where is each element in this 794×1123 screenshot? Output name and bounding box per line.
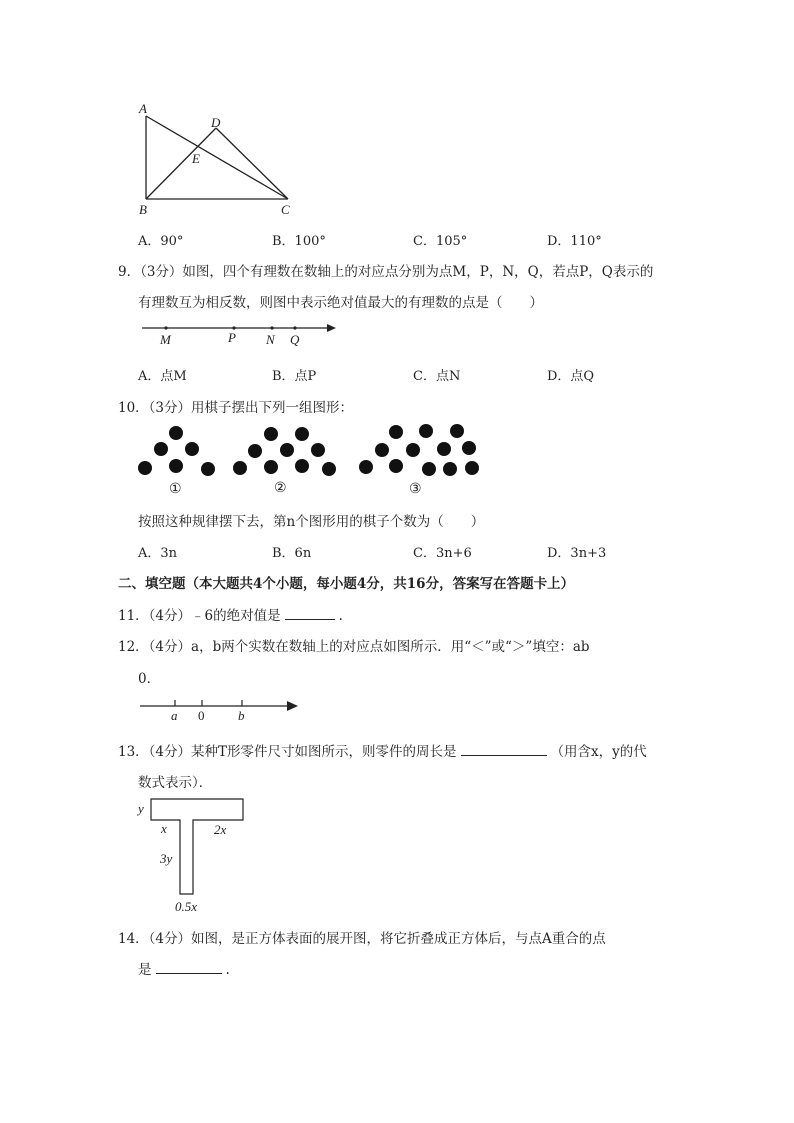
q11-answer-blank[interactable] <box>285 606 335 620</box>
q11-text-after: . <box>338 608 343 624</box>
section-title-fill-in: 二、填空题（本大题共4个小题，每小题4分，共16分，答案写在答题卡上） <box>118 576 575 592</box>
q13-text-line1 <box>118 740 647 760</box>
dim-label-2x: 2x <box>214 822 227 837</box>
q10-text-line1: 10．（3分）用棋子摆出下列一组图形： <box>118 400 354 416</box>
q14-text-before: 是 <box>138 962 152 978</box>
q14-text-line2 <box>138 958 230 978</box>
figure-number-1: ① <box>169 482 182 497</box>
q9-text-line2: 有理数互为相反数，则图中表示绝对值最大的有理数的点是（ ） <box>138 295 543 311</box>
q9-option-b: B．点P <box>272 369 317 384</box>
q8-triangle-figure <box>130 98 310 216</box>
label-A: A <box>139 101 147 116</box>
q13-answer-blank[interactable] <box>461 742 547 756</box>
axis-label-P: P <box>228 330 236 345</box>
q10-option-b: B．6n <box>272 546 312 561</box>
q10-option-a: A．3n <box>138 546 178 561</box>
q10-text-line2: 按照这种规律摆下去，第n个图形用的棋子个数为（ ） <box>138 514 485 530</box>
q9-text-line1: 9．（3分）如图，四个有理数在数轴上的对应点分别为点M，P，N，Q，若点P，Q表示的 <box>118 264 654 280</box>
label-C: C <box>281 202 290 216</box>
q9-number-line <box>138 318 342 348</box>
q13-t-shape-figure <box>134 796 250 916</box>
axis-label-a: a <box>171 708 178 723</box>
q8-option-a: A．90° <box>138 234 184 249</box>
q12-text-line1: 12．（4分）a，b两个实数在数轴上的对应点如图所示．用“＜”或“＞”填空：ab <box>118 639 590 655</box>
q14-text-after: . <box>225 962 230 978</box>
q8-option-d: D．110° <box>547 234 602 249</box>
figure-number-3: ③ <box>409 482 422 497</box>
q13-text-after: （用含x，y的代 <box>550 744 647 760</box>
label-D: D <box>211 115 221 130</box>
dim-label-y: y <box>138 801 144 816</box>
q9-option-c: C．点N <box>413 369 461 384</box>
q9-option-a: A．点M <box>138 369 187 384</box>
q14-answer-blank[interactable] <box>156 960 222 974</box>
axis-label-zero: 0 <box>198 708 205 723</box>
q12-text-line2: 0． <box>138 671 161 687</box>
q10-chess-pattern-figure <box>130 418 490 502</box>
q11-text <box>118 604 343 624</box>
axis-label-M: M <box>160 332 171 347</box>
q12-number-line <box>136 694 304 724</box>
axis-label-b: b <box>238 708 245 723</box>
dim-label-3y: 3y <box>160 851 173 866</box>
label-B: B <box>139 202 147 216</box>
q10-option-d: D．3n+3 <box>547 546 607 561</box>
label-E: E <box>192 151 200 166</box>
q13-text-line2: 数式表示）． <box>138 775 213 791</box>
q8-option-b: B．100° <box>272 234 326 249</box>
q9-option-d: D．点Q <box>547 369 595 384</box>
dim-label-x: x <box>161 821 167 836</box>
dim-label-0-5x: 0.5x <box>175 899 198 914</box>
q8-option-c: C．105° <box>413 234 468 249</box>
axis-label-Q: Q <box>290 332 300 347</box>
q11-text-before: 11．（4分）﹣6的绝对值是 <box>118 608 281 624</box>
axis-label-N: N <box>266 332 275 347</box>
q14-text-line1: 14．（4分）如图，是正方体表面的展开图，将它折叠成正方体后，与点A重合的点 <box>118 931 606 947</box>
q13-text-before: 13．（4分）某种T形零件尺寸如图所示，则零件的周长是 <box>118 744 457 760</box>
figure-number-2: ② <box>274 481 287 496</box>
q10-option-c: C．3n+6 <box>413 546 472 561</box>
